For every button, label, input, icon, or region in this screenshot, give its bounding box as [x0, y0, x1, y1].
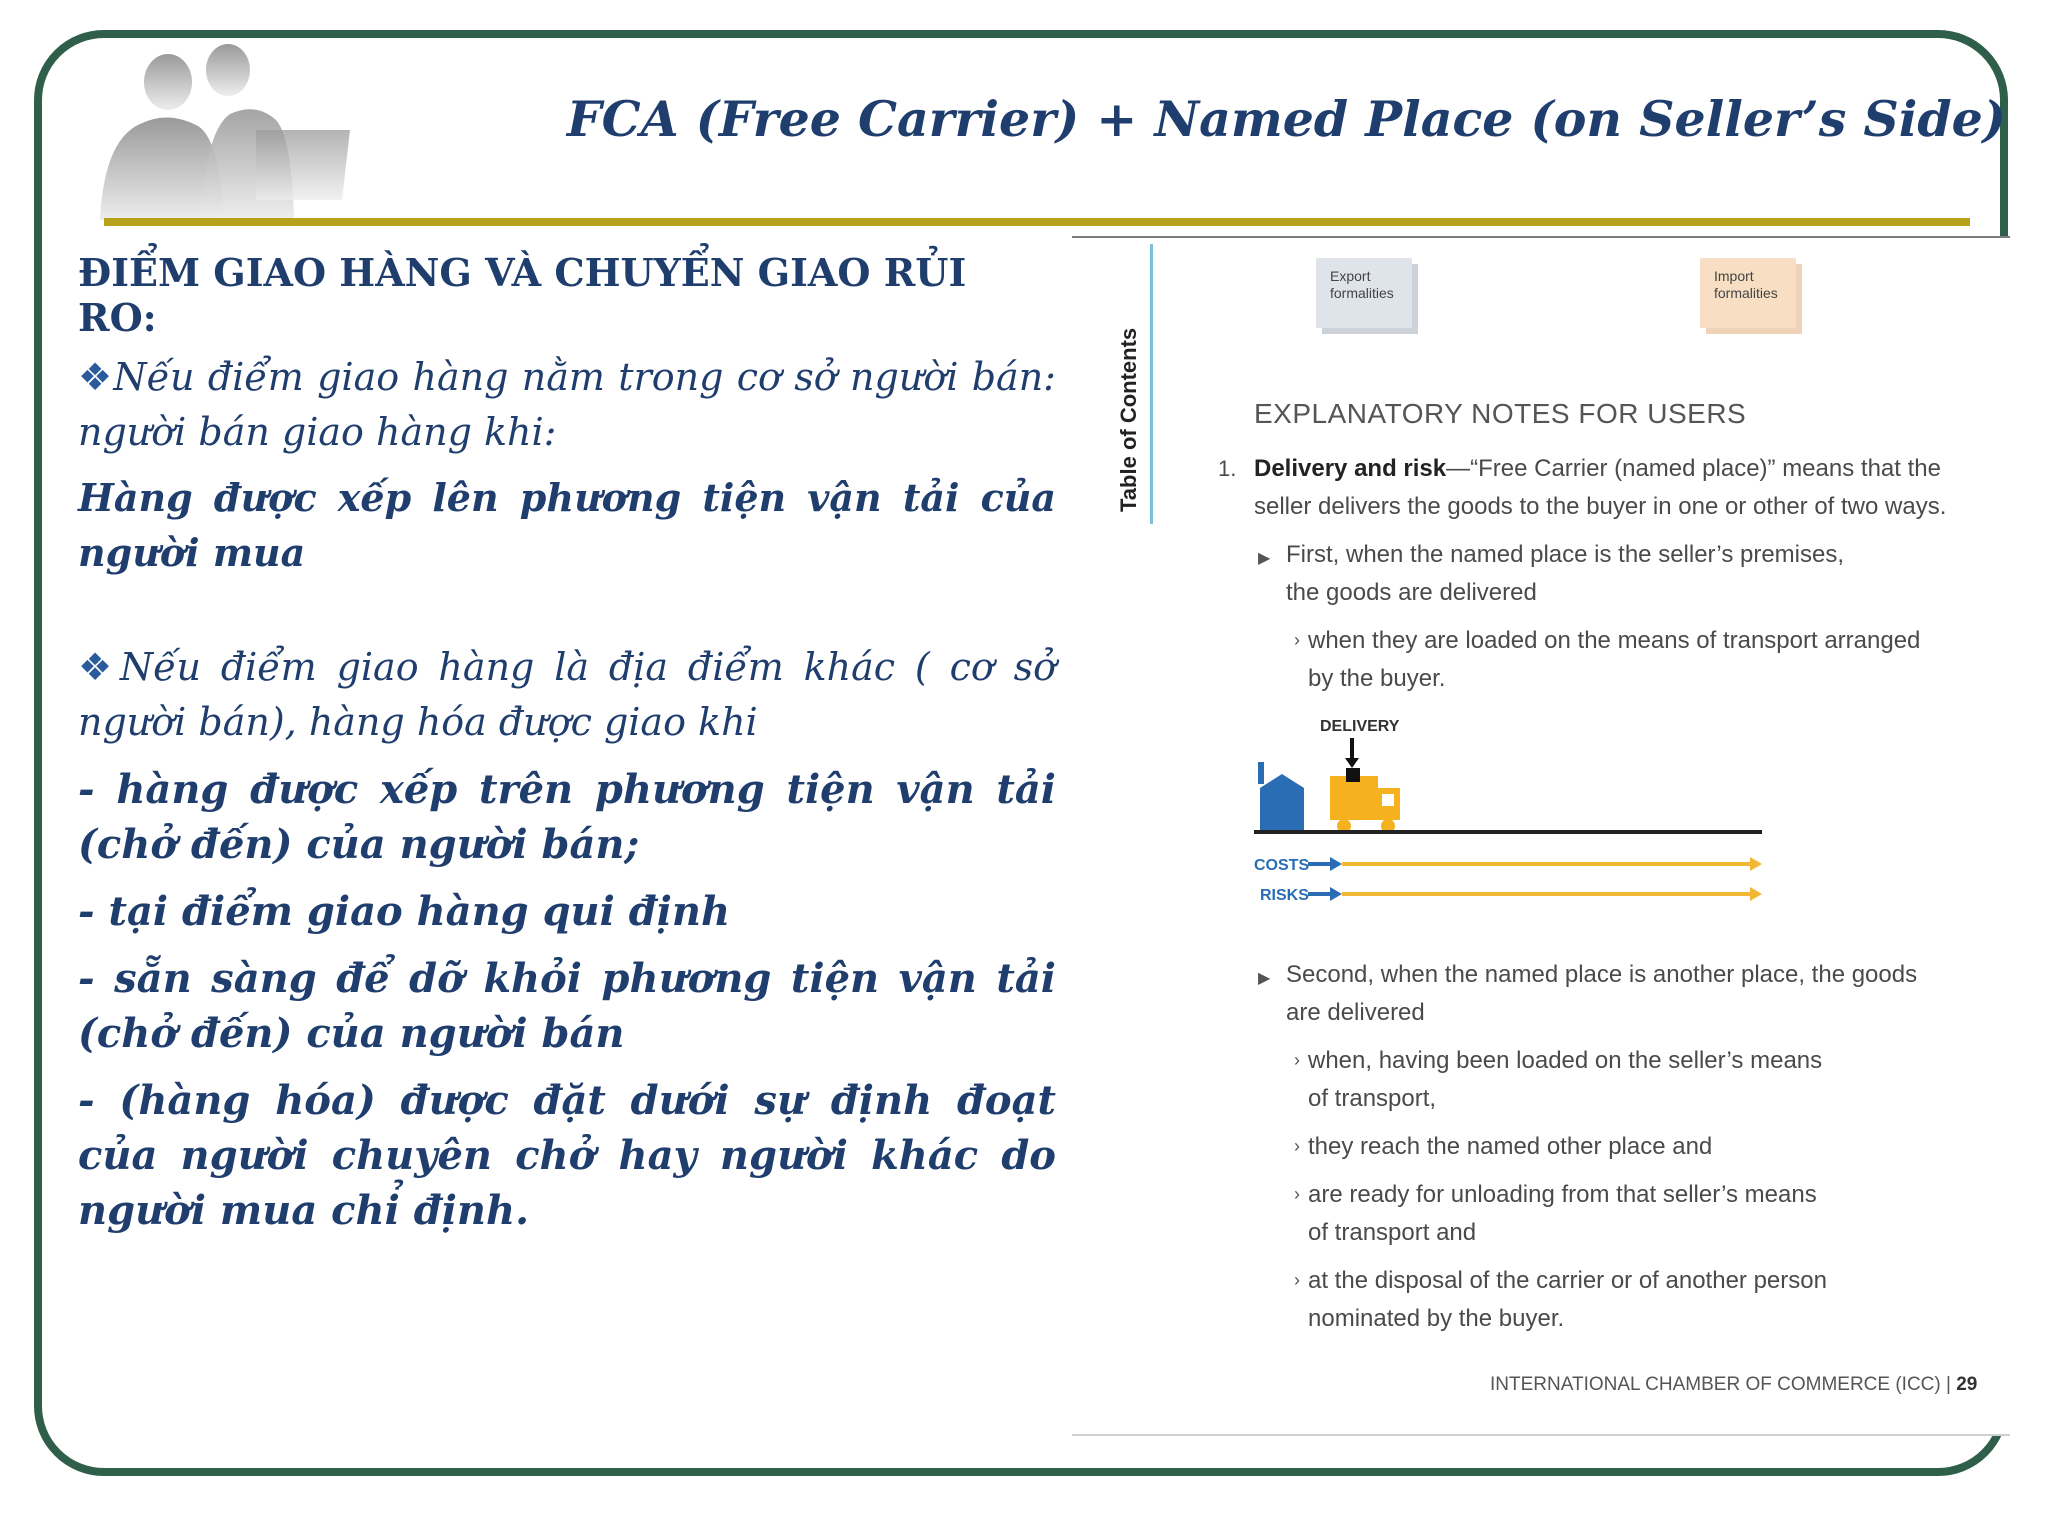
toc-accent-bar — [1150, 244, 1153, 524]
delivery-line-2: seller delivers the goods to the buyer in one or other of two ways. — [1254, 493, 1947, 520]
export-tag-line: Export — [1330, 268, 1371, 284]
diamond-bullet-icon: ❖ — [78, 645, 120, 689]
second-sub-d-1: at the disposal of the carrier or of another person — [1308, 1267, 1827, 1294]
first-case-line-1: First, when the named place is the seller’s premises, — [1286, 541, 1845, 568]
paragraph-case-2 — [78, 640, 1056, 750]
first-sub-line-1: when they are loaded on the means of transport arranged — [1308, 627, 1921, 654]
diamond-bullet-icon: ❖ — [78, 355, 114, 399]
bottom-border — [1072, 1434, 2010, 1436]
first-case-line-2: the goods are delivered — [1286, 579, 1537, 606]
case-2-text: Nếu điểm giao hàng là địa điểm khác ( cơ sở người bán), hàng hóa được giao khi — [78, 645, 1057, 744]
case-2-item: - hàng được xếp trên phương tiện vận tải (chở đến) của người bán; — [78, 766, 1056, 868]
second-case-line-1: Second, when the named place is another place, the goods — [1286, 961, 1918, 988]
export-formalities-tag — [1316, 258, 1412, 328]
seller-building-icon — [1260, 774, 1304, 832]
import-tag-line: formalities — [1714, 285, 1778, 301]
toc-text: Table of Contents — [1116, 327, 1141, 512]
second-sub-a-1: when, having been loaded on the seller’s means — [1308, 1047, 1823, 1074]
paragraph-case-1 — [78, 350, 1056, 460]
triangle-bullet-icon: ▶ — [1258, 970, 1271, 987]
delivery-risk-bold: Delivery and risk — [1254, 455, 1447, 482]
import-tag-line: Import — [1714, 268, 1754, 284]
top-border — [1072, 236, 2010, 238]
delivery-risk-line — [1254, 450, 1941, 488]
second-sub-d-2: nominated by the buyer. — [1308, 1305, 1565, 1332]
section-heading: ĐIỂM GIAO HÀNG VÀ CHUYỂN GIAO RỦI RO: — [78, 250, 967, 340]
item-number: 1. — [1218, 456, 1237, 481]
case-1-text: Nếu điểm giao hàng nằm trong cơ sở người bán: người bán giao hàng khi: — [78, 355, 1056, 454]
left-text-column — [78, 250, 1056, 1238]
page-number: 29 — [1956, 1374, 1978, 1395]
first-sub-line-2: by the buyer. — [1308, 665, 1446, 692]
truck-icon — [1330, 768, 1400, 833]
icc-document-excerpt — [1072, 236, 2010, 1436]
import-formalities-tag — [1700, 258, 1796, 328]
small-bullet-icon: › — [1294, 1050, 1300, 1070]
small-bullet-icon: › — [1294, 1136, 1300, 1156]
case-2-item: - sẵn sàng để dỡ khỏi phương tiện vận tải (chở đến) của người bán — [78, 955, 1056, 1057]
title-underline — [104, 218, 1970, 226]
footer-separator: | — [1946, 1374, 1951, 1395]
delivery-label: DELIVERY — [1320, 718, 1400, 735]
footer-org: INTERNATIONAL CHAMBER OF COMMERCE (ICC) — [1490, 1374, 1941, 1395]
notes-title: EXPLANATORY NOTES FOR USERS — [1254, 398, 1747, 429]
small-bullet-icon: › — [1294, 1270, 1300, 1290]
case-1-result: Hàng được xếp lên phương tiện vận tải của người mua — [78, 475, 1056, 575]
small-bullet-icon: › — [1294, 630, 1300, 650]
second-sub-c-2: of transport and — [1308, 1219, 1477, 1246]
case-2-item: - tại điểm giao hàng qui định — [78, 888, 731, 935]
costs-label: COSTS — [1254, 857, 1310, 874]
export-tag-line: formalities — [1330, 285, 1394, 301]
business-people-logo — [80, 40, 360, 220]
small-bullet-icon: › — [1294, 1184, 1300, 1204]
delivery-risk-rest: —“Free Carrier (named place)” means that the — [1446, 455, 1941, 482]
triangle-bullet-icon: ▶ — [1258, 550, 1271, 567]
case-2-item: - (hàng hóa) được đặt dưới sự định đoạt của người chuyên chở hay người khác do người mua chỉ định. — [78, 1077, 1056, 1234]
second-sub-b: they reach the named other place and — [1308, 1133, 1713, 1160]
delivery-diagram — [1252, 736, 1772, 916]
second-sub-a-2: of transport, — [1308, 1085, 1437, 1112]
second-case-line-2: are delivered — [1286, 999, 1425, 1026]
second-sub-c-1: are ready for unloading from that seller’s means — [1308, 1181, 1817, 1208]
slide-title: FCA (Free Carrier) + Named Place (on Seller’s Side) — [566, 90, 2006, 148]
risks-label: RISKS — [1260, 887, 1309, 904]
doc-footer — [1490, 1374, 1977, 1396]
table-of-contents-label — [1116, 244, 1142, 516]
